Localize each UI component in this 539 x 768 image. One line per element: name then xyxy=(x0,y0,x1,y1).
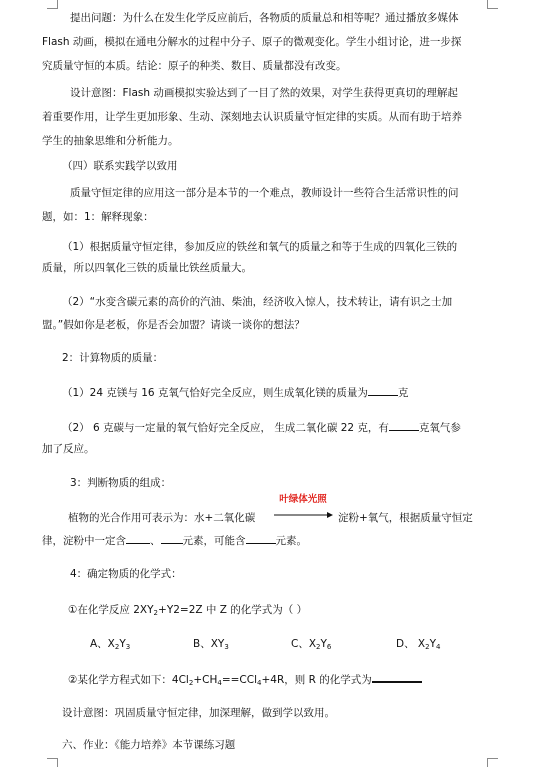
option-text: B、XY xyxy=(193,638,225,650)
paragraph-line: 设计意图：Flash 动画模拟实验达到了一目了然的效果，对学生获得更真切的理解起 xyxy=(70,87,458,99)
question-text: ②某化学方程式如下：4Cl xyxy=(68,674,189,686)
subscript: 4 xyxy=(217,679,222,687)
answer-blank xyxy=(126,533,150,544)
answer-blank xyxy=(372,671,422,683)
question-text: （1）24 克镁与 16 克氧气恰好完全反应，则生成氧化镁的质量为 xyxy=(62,387,368,399)
answer-blank xyxy=(246,533,276,544)
question-text: +4R，则 R 的化学式为 xyxy=(261,674,372,686)
question-text: 克 xyxy=(397,387,409,399)
question-text: 元素。 xyxy=(275,535,307,547)
question-text: 元素，可能含 xyxy=(182,535,246,547)
question-text: 、 xyxy=(150,535,161,547)
option-d xyxy=(396,637,440,651)
corner-mark-top-left xyxy=(47,0,58,9)
reaction-arrow xyxy=(272,494,334,524)
question-text: 淀粉+氧气，根据质量守恒定 xyxy=(338,512,473,524)
question-text: 律，淀粉中一定含 xyxy=(42,535,126,547)
option-text: A、X xyxy=(90,638,115,650)
question-text: 克氧气参 xyxy=(418,422,461,434)
paragraph-line: 学生的抽象思维和分析能力。 xyxy=(42,135,179,147)
subscript: 3 xyxy=(224,643,229,651)
paragraph-line: 着重要作用，让学生更加形象、生动、深刻地去认识质量守恒定律的实质。从而有助于培养 xyxy=(42,111,462,123)
paragraph-line: 设计意图：巩固质量守恒定律，加深理解，做到学以致用。 xyxy=(62,707,335,719)
question-line xyxy=(62,385,408,400)
option-b xyxy=(193,637,229,651)
option-text: C、X xyxy=(291,638,317,650)
subscript: 2 xyxy=(188,679,194,687)
reaction-condition-label: 叶绿体光照 xyxy=(279,494,327,505)
subsection-heading: 3：判断物质的组成： xyxy=(70,477,172,489)
question-line: 质量，所以四氧化三铁的质量比铁丝质量大。 xyxy=(42,262,252,274)
answer-blank xyxy=(368,385,398,396)
question-text: +Y2=2Z 中 Z 的化学式为（ ） xyxy=(158,604,308,616)
answer-blank xyxy=(161,533,183,544)
option-text: D、 X xyxy=(396,638,426,650)
question-line: 加了反应。 xyxy=(42,443,95,455)
section-heading: （四）联系实践学以致用 xyxy=(62,160,178,172)
question-text: 植物的光合作用可表示为：水+二氧化碳 xyxy=(68,512,256,524)
subscript: 2 xyxy=(425,643,430,651)
corner-mark-top-right xyxy=(487,0,498,9)
subsection-heading: 2：计算物质的质量： xyxy=(62,352,164,364)
subscript: 4 xyxy=(257,679,262,687)
option-text: Y xyxy=(429,638,437,650)
arrow-icon xyxy=(272,494,334,524)
question-line xyxy=(68,603,307,617)
question-text: ==CCl xyxy=(221,674,257,686)
question-line xyxy=(62,420,461,435)
question-line: （2）“水变含碳元素的高价的汽油、柴油，经济收入惊人，技术转让，请有识之士加 xyxy=(62,296,453,308)
corner-mark-bottom-right xyxy=(487,758,498,767)
subscript: 3 xyxy=(125,643,131,651)
subscript: 2 xyxy=(114,643,120,651)
question-text: （2） 6 克碳与一定量的氧气恰好完全反应， 生成二氧化碳 22 克，有 xyxy=(62,422,389,434)
subscript: 2 xyxy=(316,643,321,651)
corner-mark-bottom-left xyxy=(47,758,58,767)
paragraph-line: 究质量守恒的本质。结论：原子的种类、数目、质量都没有改变。 xyxy=(42,60,347,72)
option-c xyxy=(291,637,331,651)
subsection-heading: 4：确定物质的化学式： xyxy=(70,568,182,580)
paragraph-line: 质量守恒定律的应用这一部分是本节的一个难点，教师设计一些符合生活常识性的问 xyxy=(70,187,459,199)
option-text: Y xyxy=(320,638,327,650)
question-text: ①在化学反应 2XY xyxy=(68,604,154,616)
question-line: 盟。”假如你是老板，你是否会加盟？请谈一谈你的想法？ xyxy=(42,319,305,331)
paragraph-line: 题，如：1：解释现象： xyxy=(42,211,154,223)
paragraph-line: 提出问题：为什么在发生化学反应前后，各物质的质量总和相等呢？通过播放多媒体 xyxy=(70,12,459,24)
subscript: 2 xyxy=(153,609,159,617)
question-line xyxy=(68,671,422,687)
option-text: Y xyxy=(119,638,126,650)
option-a xyxy=(90,637,130,651)
homework-line: 六、作业：《能力培养》本节课练习题 xyxy=(62,739,236,751)
subscript: 4 xyxy=(436,643,441,651)
paragraph-line: Flash 动画，模拟在通电分解水的过程中分子、原子的微观变化。学生小组讨论，进一步探 xyxy=(42,36,462,48)
question-text: +CH xyxy=(193,674,218,686)
question-line: （1）根据质量守恒定律，参加反应的铁丝和氧气的质量之和等于生成的四氧化三铁的 xyxy=(62,241,458,253)
subscript: 6 xyxy=(326,643,332,651)
question-line xyxy=(42,533,307,548)
answer-blank xyxy=(389,420,419,431)
